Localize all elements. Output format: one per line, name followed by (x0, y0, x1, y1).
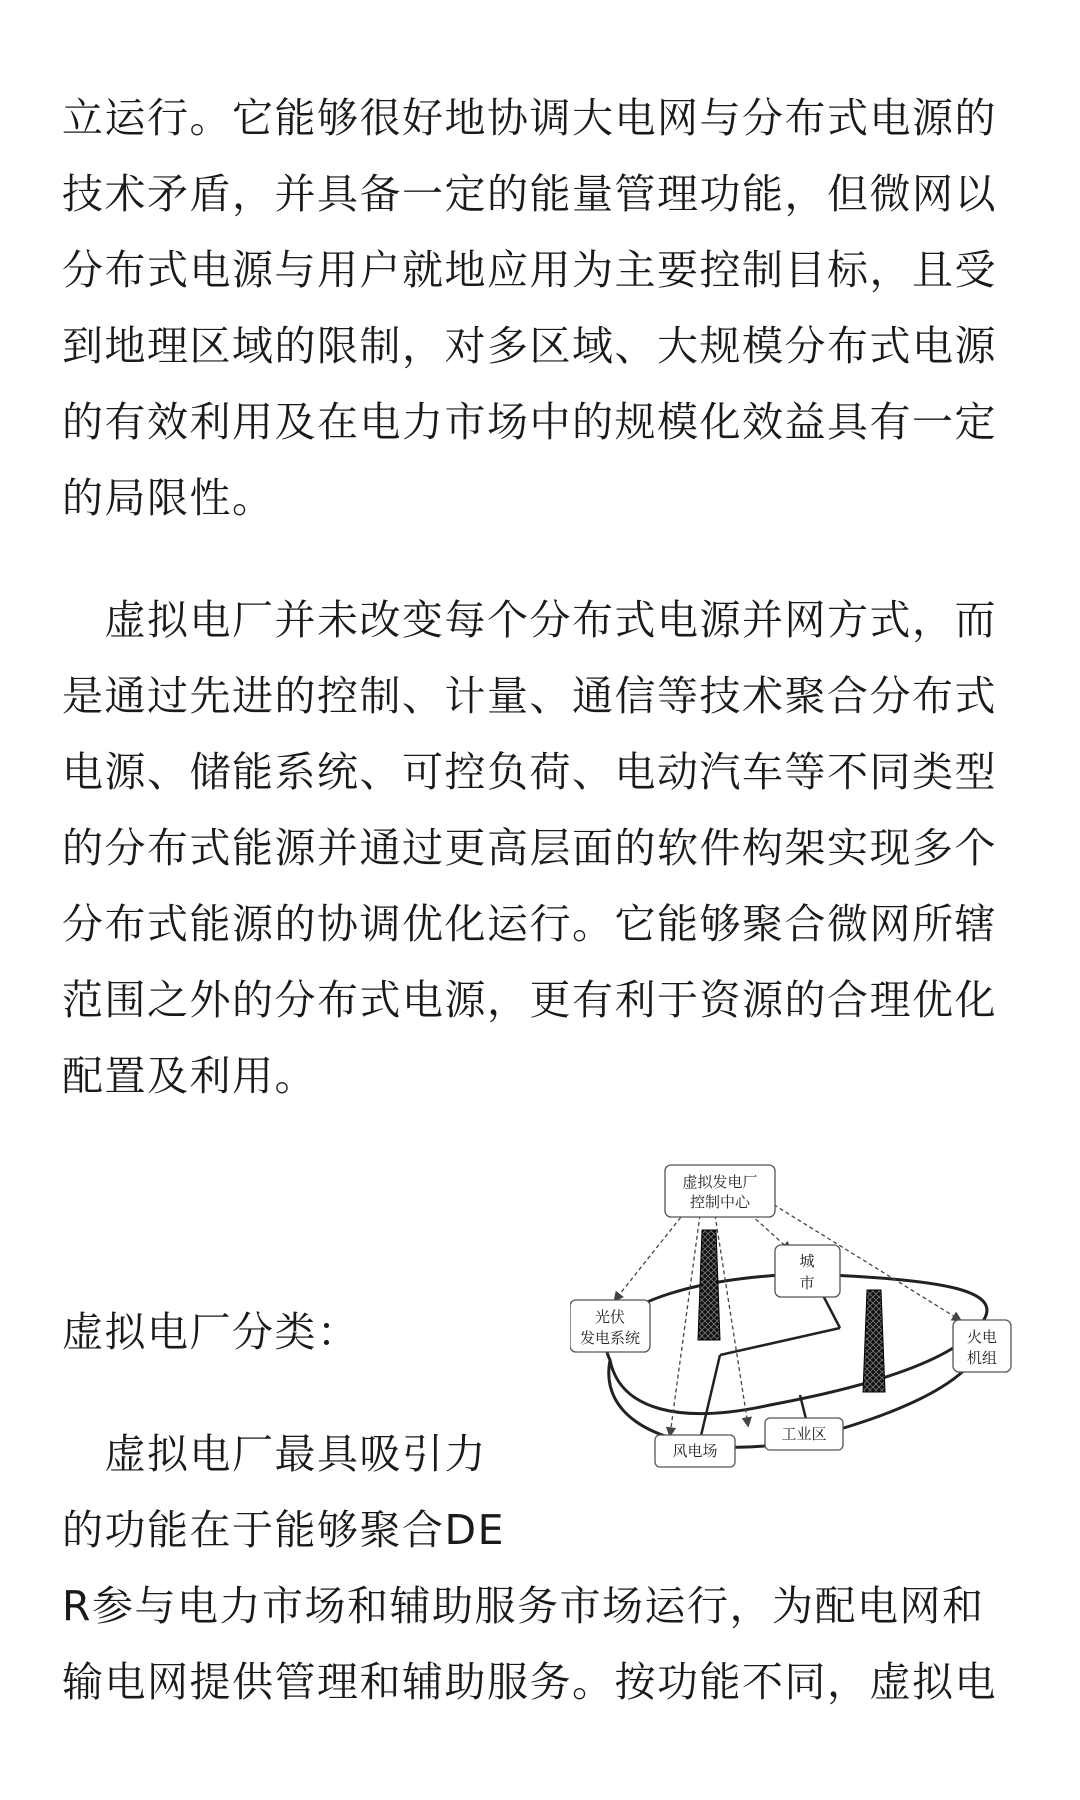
paragraph-line: 到地理区域的限制，对多区域、大规模分布式电源 (62, 322, 997, 370)
paragraph-line: 虚拟电厂并未改变每个分布式电源并网方式，而 (62, 596, 997, 644)
control-center-label-1: 虚拟发电厂 (682, 1173, 758, 1191)
paragraph-3-full (62, 1568, 1032, 1720)
internal-grid-lines (700, 1280, 840, 1440)
paragraph-line: 电源、储能系统、可控负荷、电动汽车等不同类型 (62, 748, 997, 796)
tower-icon (863, 1290, 885, 1392)
paragraph-line: 的分布式能源并通过更高层面的软件构架实现多个 (62, 824, 997, 872)
wind-farm-label: 风电场 (672, 1442, 718, 1460)
thermal-label-1: 火电 (966, 1328, 998, 1346)
paragraph-line: 的有效利用及在电力市场中的规模化效益具有一定 (62, 398, 997, 446)
city-label-2: 市 (799, 1274, 815, 1292)
control-center-node (665, 1165, 775, 1217)
paragraph-line: 分布式能源的协调优化运行。它能够聚合微网所辖 (62, 900, 997, 948)
pv-label-1: 光伏 (594, 1308, 626, 1326)
paragraph-2 (62, 582, 1032, 1114)
paragraph-line: 配置及利用。 (62, 1052, 317, 1100)
city-label-1: 城 (799, 1252, 815, 1270)
city-node (775, 1245, 840, 1297)
paragraph-line: 的功能在于能够聚合DE (62, 1506, 505, 1554)
paragraph-line: 是通过先进的控制、计量、通信等技术聚合分布式 (62, 672, 997, 720)
pv-label-2: 发电系统 (579, 1329, 641, 1347)
paragraph-line: R参与电力市场和辅助服务市场运行，为配电网和 (62, 1582, 985, 1630)
virtual-power-plant-diagram (570, 1150, 1020, 1495)
paragraph-3-wrapped (62, 1416, 505, 1568)
paragraph-line: 虚拟电厂最具吸引力 (62, 1430, 487, 1478)
industrial-zone-node (765, 1418, 843, 1450)
pv-system-node (570, 1300, 650, 1352)
paragraph-line: 立运行。它能够很好地协调大电网与分布式电源的 (62, 94, 997, 142)
paragraph-line: 分布式电源与用户就地应用为主要控制目标，且受 (62, 246, 997, 294)
wind-farm-node (655, 1435, 735, 1467)
control-center-label-2: 控制中心 (689, 1193, 751, 1211)
paragraph-1 (62, 80, 1032, 536)
paragraph-line: 技术矛盾，并具备一定的能量管理功能，但微网以 (62, 170, 997, 218)
industrial-zone-label: 工业区 (781, 1425, 827, 1443)
thermal-unit-node (953, 1320, 1011, 1372)
paragraph-line: 输电网提供管理和辅助服务。按功能不同，虚拟电 (62, 1658, 997, 1706)
thermal-label-2: 机组 (966, 1349, 998, 1367)
communication-links (615, 1190, 960, 1435)
paragraph-line: 的局限性。 (62, 474, 275, 522)
section-heading: 虚拟电厂分类： (62, 1308, 360, 1356)
paragraph-line: 范围之外的分布式电源，更有利于资源的合理优化 (62, 976, 997, 1024)
tower-icon (698, 1230, 720, 1340)
